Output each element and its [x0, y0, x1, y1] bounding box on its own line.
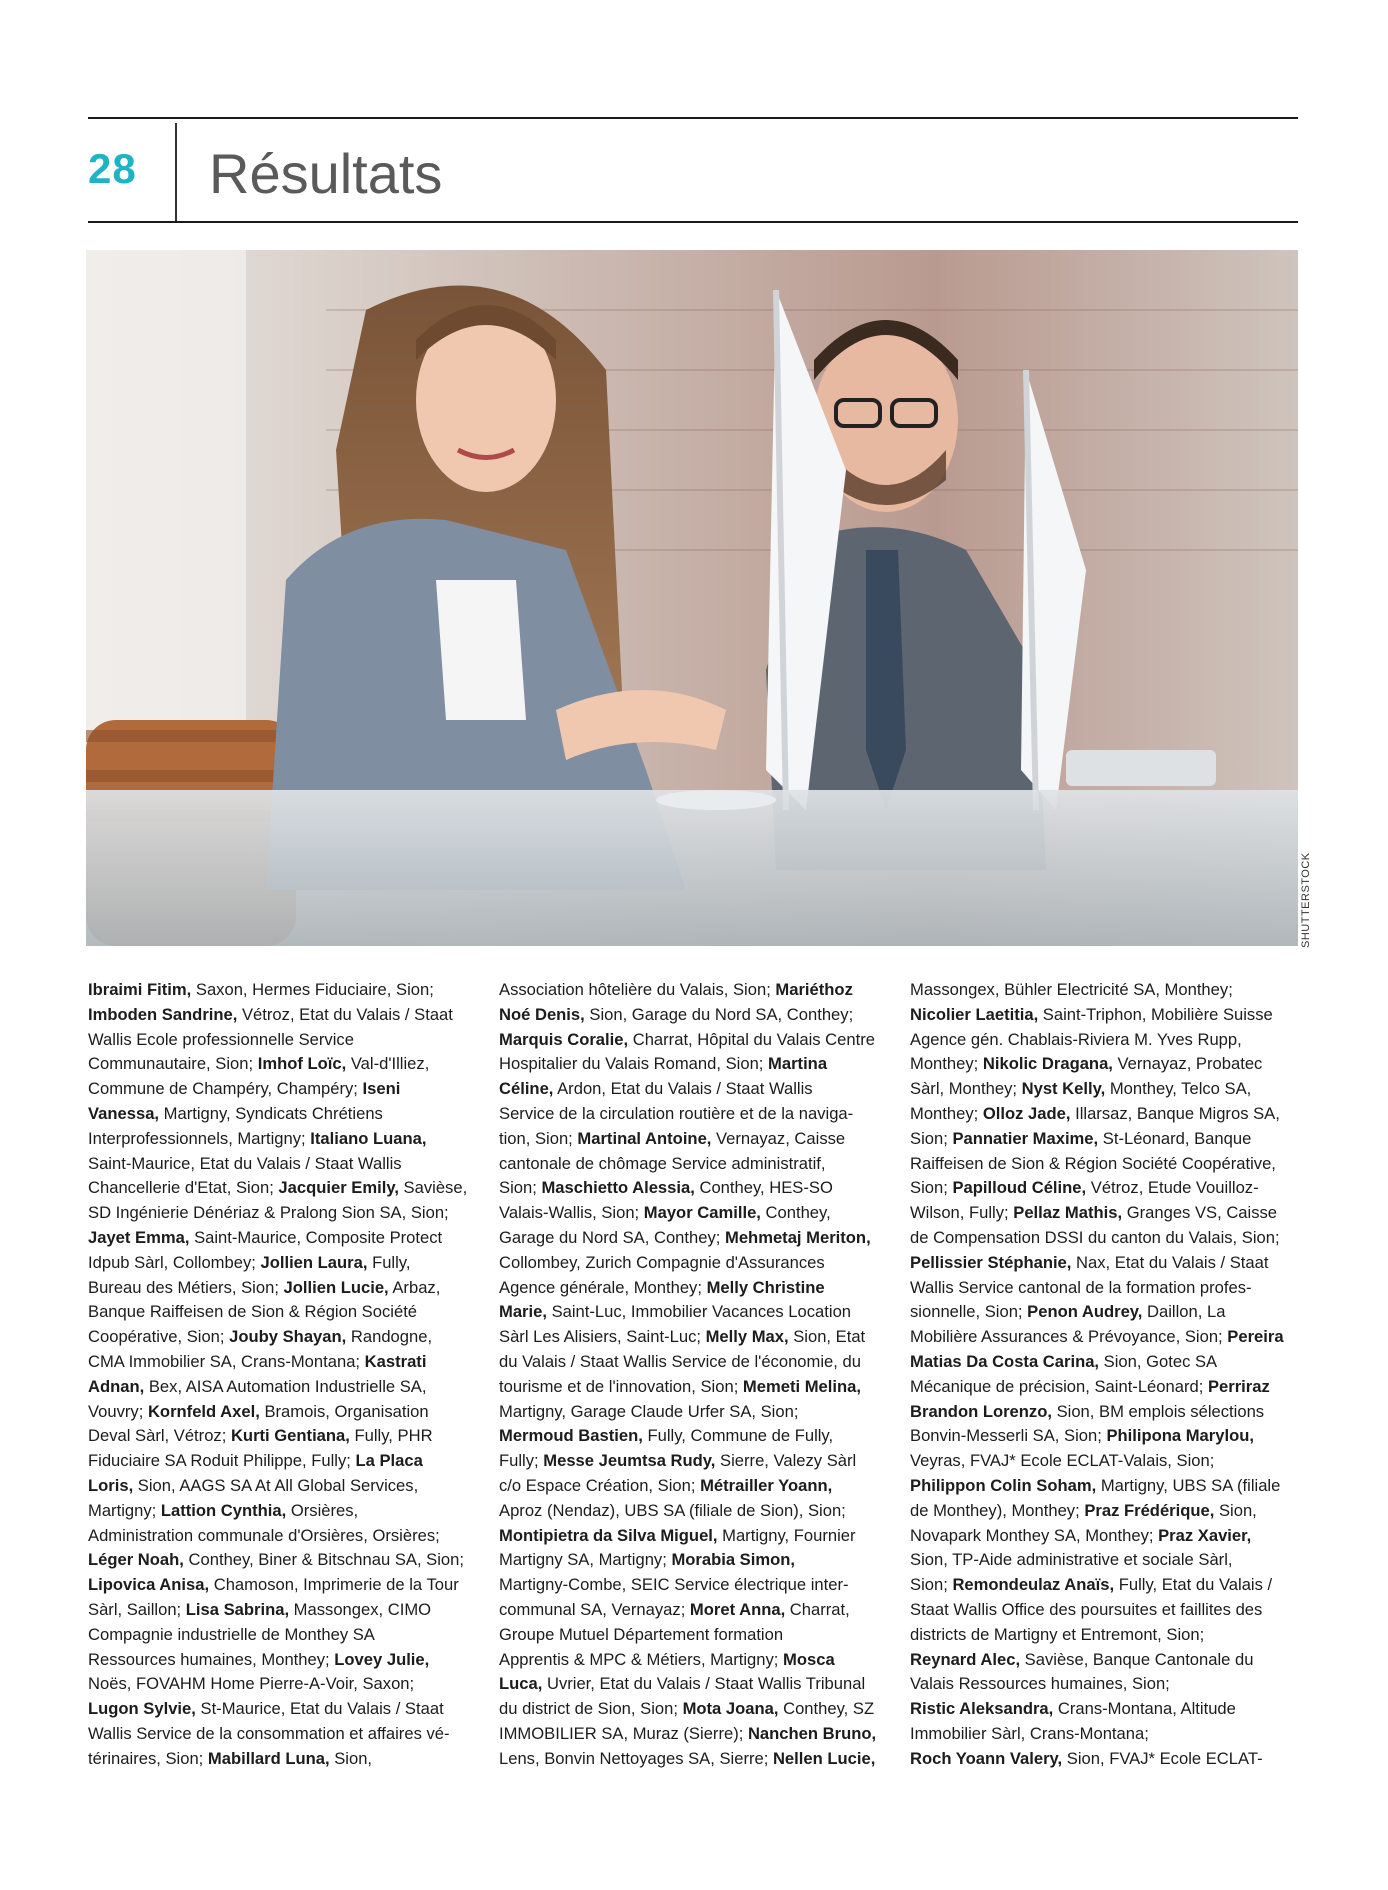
- text-column-2: [499, 978, 887, 1772]
- text-line: [910, 1350, 1298, 1375]
- person-name: Mermoud Bastien,: [499, 1426, 643, 1446]
- entry-text: Sion;: [910, 1128, 953, 1148]
- person-name: Jollien Laura,: [260, 1252, 368, 1272]
- entry-text: Monthey;: [910, 1103, 983, 1123]
- text-line: [499, 1152, 887, 1177]
- entry-text: Martigny, Syndicats Chrétiens: [159, 1103, 383, 1123]
- entry-text: Illarsaz, Banque Migros SA,: [1070, 1103, 1280, 1123]
- entry-text: Daillon, La: [1142, 1302, 1226, 1322]
- entry-text: Sion, BM emplois sélections: [1051, 1401, 1265, 1421]
- person-name: Luca,: [499, 1674, 543, 1694]
- person-name: Brandon Lorenzo,: [910, 1401, 1052, 1421]
- entry-text: Ressources humaines, Monthey;: [88, 1649, 335, 1669]
- text-line: [88, 1474, 476, 1499]
- entry-text: Saxon, Hermes Fiduciaire, Sion;: [191, 980, 434, 999]
- text-line: [88, 1573, 476, 1598]
- person-name: Céline,: [499, 1079, 554, 1099]
- text-line: [88, 1400, 476, 1425]
- person-name: Remondeulaz Anaïs,: [952, 1575, 1115, 1595]
- results-list: [88, 978, 1298, 1768]
- person-name: Nanchen Bruno,: [747, 1723, 877, 1743]
- person-name: Mota Joana,: [682, 1699, 779, 1719]
- entry-text: Martigny, Garage Claude Urfer SA, Sion;: [499, 1401, 799, 1421]
- entry-text: Sion,: [329, 1748, 373, 1768]
- person-name: Jollien Lucie,: [283, 1277, 389, 1297]
- text-line: [499, 1003, 887, 1028]
- text-line: [499, 1077, 887, 1102]
- text-line: [88, 1598, 476, 1623]
- entry-text: Apprentis & MPC & Métiers, Martigny;: [499, 1649, 784, 1669]
- text-line: [499, 1127, 887, 1152]
- entry-text: Fully, PHR: [349, 1426, 433, 1446]
- text-line: [499, 1201, 887, 1226]
- entry-text: Collombey, Zurich Compagnie d'Assurances: [499, 1252, 825, 1272]
- entry-text: Staat Wallis Office des poursuites et faillites des: [910, 1599, 1263, 1619]
- entry-text: Conthey,: [760, 1203, 831, 1223]
- entry-text: Banque Raiffeisen de Sion & Région Société: [88, 1302, 418, 1322]
- entry-text: Sàrl Les Alisiers, Saint-Luc;: [499, 1327, 706, 1347]
- text-column-1: [88, 978, 476, 1772]
- person-name: Kastrati: [364, 1351, 427, 1371]
- person-name: Kornfeld Axel,: [147, 1401, 260, 1421]
- entry-text: Conthey, Biner & Bitschnau SA, Sion;: [183, 1550, 464, 1570]
- entry-text: Charrat, Hôpital du Valais Centre: [628, 1029, 875, 1049]
- text-line: [910, 1276, 1298, 1301]
- person-name: Melly Christine: [706, 1277, 825, 1297]
- entry-text: Hospitalier du Valais Romand, Sion;: [499, 1054, 769, 1074]
- text-line: [910, 1672, 1298, 1697]
- entry-text: SD Ingénierie Dénériaz & Pralong Sion SA, Sion;: [88, 1203, 449, 1223]
- text-line: [910, 1052, 1298, 1077]
- text-line: [910, 1598, 1298, 1623]
- text-line: [910, 1524, 1298, 1549]
- text-line: [88, 1623, 476, 1648]
- entry-text: de Compensation DSSI du canton du Valais, Sion;: [910, 1227, 1280, 1247]
- entry-text: Association hôtelière du Valais, Sion;: [499, 980, 776, 999]
- header-bottom-rule: [88, 221, 1298, 223]
- person-name: Loris,: [88, 1475, 134, 1495]
- text-line: [499, 1226, 887, 1251]
- text-line: [88, 1499, 476, 1524]
- text-line: [88, 1648, 476, 1673]
- text-line: [499, 1499, 887, 1524]
- text-line: [910, 1375, 1298, 1400]
- text-line: [88, 1226, 476, 1251]
- entry-text: Conthey, SZ: [778, 1699, 875, 1719]
- text-line: [499, 1573, 887, 1598]
- office-photo: [86, 250, 1298, 946]
- text-line: [499, 1524, 887, 1549]
- text-line: [910, 1251, 1298, 1276]
- text-line: [499, 1598, 887, 1623]
- entry-text: Sàrl, Saillon;: [88, 1599, 186, 1619]
- entry-text: Sierre, Valezy Sàrl: [715, 1451, 857, 1471]
- person-name: Praz Frédérique,: [1084, 1500, 1215, 1520]
- entry-text: Sion;: [499, 1178, 542, 1198]
- text-line: [499, 1548, 887, 1573]
- entry-text: Sion;: [910, 1575, 953, 1595]
- text-line: [88, 1102, 476, 1127]
- text-line: [88, 1747, 476, 1772]
- entry-text: Administration communale d'Orsières, Orsières;: [88, 1525, 440, 1545]
- text-line: [910, 1400, 1298, 1425]
- person-name: Martinal Antoine,: [577, 1128, 712, 1148]
- person-name: La Placa: [355, 1451, 423, 1471]
- person-name: Messe Jeumtsa Rudy,: [543, 1451, 716, 1471]
- entry-text: Monthey, Telco SA,: [1105, 1079, 1252, 1099]
- person-name: Mehmetaj Meriton,: [725, 1227, 871, 1247]
- text-line: [910, 1747, 1298, 1772]
- text-line: [910, 1722, 1298, 1747]
- person-name: Jouby Shayan,: [229, 1327, 347, 1347]
- person-name: Marie,: [499, 1302, 547, 1322]
- entry-text: Valais-Wallis, Sion;: [499, 1203, 644, 1223]
- entry-text: Conthey, HES-SO: [694, 1178, 833, 1198]
- person-name: Moret Anna,: [689, 1599, 786, 1619]
- text-line: [499, 1028, 887, 1053]
- entry-text: Orsières,: [286, 1500, 359, 1520]
- entry-text: Arbaz,: [388, 1277, 441, 1297]
- text-line: [910, 1077, 1298, 1102]
- entry-text: Vétroz, Etude Vouilloz-: [1086, 1178, 1259, 1198]
- text-line: [88, 1722, 476, 1747]
- entry-text: Massongex, Bühler Electricité SA, Monthey;: [910, 980, 1233, 999]
- person-name: Penon Audrey,: [1027, 1302, 1143, 1322]
- text-line: [499, 1623, 887, 1648]
- text-line: [499, 1648, 887, 1673]
- entry-text: Sion, AAGS SA At All Global Services,: [133, 1475, 419, 1495]
- entry-text: Fully, Etat du Valais /: [1114, 1575, 1273, 1595]
- text-line: [88, 1077, 476, 1102]
- text-line: [910, 1548, 1298, 1573]
- text-line: [499, 1747, 887, 1772]
- text-line: [499, 1400, 887, 1425]
- text-line: [499, 1424, 887, 1449]
- entry-text: CMA Immobilier SA, Crans-Montana;: [88, 1351, 365, 1371]
- entry-text: Coopérative, Sion;: [88, 1327, 230, 1347]
- text-line: [910, 1623, 1298, 1648]
- entry-text: Vernayaz, Caisse: [711, 1128, 846, 1148]
- entry-text: Deval Sàrl, Vétroz;: [88, 1426, 231, 1446]
- person-name: Pellissier Stéphanie,: [910, 1252, 1072, 1272]
- text-line: [910, 1325, 1298, 1350]
- person-name: Ibraimi Fitim,: [88, 980, 192, 999]
- text-line: [88, 1548, 476, 1573]
- person-name: Mosca: [783, 1649, 835, 1669]
- entry-text: Novapark Monthey SA, Monthey;: [910, 1525, 1159, 1545]
- entry-text: Saint-Maurice, Etat du Valais / Staat Wallis: [88, 1153, 402, 1173]
- person-name: Montipietra da Silva Miguel,: [499, 1525, 718, 1545]
- person-name: Lovey Julie,: [334, 1649, 430, 1669]
- person-name: Jacquier Emily,: [278, 1178, 399, 1198]
- entry-text: IMMOBILIER SA, Muraz (Sierre);: [499, 1723, 748, 1743]
- entry-text: Fully, Commune de Fully,: [642, 1426, 834, 1446]
- person-name: Lipovica Anisa,: [88, 1575, 210, 1595]
- text-line: [910, 1028, 1298, 1053]
- entry-text: Uvrier, Etat du Valais / Staat Wallis Tribunal: [542, 1674, 866, 1694]
- entry-text: Sion, Etat: [788, 1327, 866, 1347]
- entry-text: de Monthey), Monthey;: [910, 1500, 1085, 1520]
- entry-text: tourisme et de l'innovation, Sion;: [499, 1376, 743, 1396]
- text-line: [499, 1325, 887, 1350]
- entry-text: communal SA, Vernayaz;: [499, 1599, 690, 1619]
- text-line: [910, 1003, 1298, 1028]
- text-line: [88, 1201, 476, 1226]
- entry-text: St-Léonard, Banque: [1098, 1128, 1252, 1148]
- entry-text: Mobilière Assurances & Prévoyance, Sion;: [910, 1327, 1228, 1347]
- text-line: [88, 1276, 476, 1301]
- entry-text: Chancellerie d'Etat, Sion;: [88, 1178, 279, 1198]
- person-name: Noé Denis,: [499, 1004, 585, 1024]
- entry-text: Agence gén. Chablais-Riviera M. Yves Rupp,: [910, 1029, 1242, 1049]
- person-name: Roch Yoann Valery,: [910, 1748, 1063, 1768]
- person-name: Mabillard Luna,: [207, 1748, 330, 1768]
- text-line: [88, 1251, 476, 1276]
- person-name: Morabia Simon,: [671, 1550, 795, 1570]
- entry-text: Lens, Bonvin Nettoyages SA, Sierre;: [499, 1748, 773, 1768]
- entry-text: Bureau des Métiers, Sion;: [88, 1277, 284, 1297]
- entry-text: Chamoson, Imprimerie de la Tour: [209, 1575, 459, 1595]
- entry-text: Sion, FVAJ* Ecole ECLAT-: [1062, 1748, 1263, 1768]
- entry-text: Nax, Etat du Valais / Staat: [1071, 1252, 1269, 1272]
- person-name: Imboden Sandrine,: [88, 1004, 238, 1024]
- person-name: Lisa Sabrina,: [185, 1599, 290, 1619]
- person-name: Nikolic Dragana,: [982, 1054, 1113, 1074]
- entry-text: sionnelle, Sion;: [910, 1302, 1028, 1322]
- entry-text: Monthey;: [910, 1054, 983, 1074]
- person-name: Marquis Coralie,: [499, 1029, 629, 1049]
- person-name: Perriraz: [1207, 1376, 1270, 1396]
- entry-text: Savièse,: [398, 1178, 468, 1198]
- entry-text: Crans-Montana, Altitude: [1053, 1699, 1236, 1719]
- text-line: [910, 1176, 1298, 1201]
- person-name: Nicolier Laetitia,: [910, 1004, 1039, 1024]
- entry-text: Fully;: [499, 1451, 544, 1471]
- text-line: [910, 1201, 1298, 1226]
- person-name: Vanessa,: [88, 1103, 160, 1123]
- text-line: [910, 1648, 1298, 1673]
- entry-text: Massongex, CIMO: [289, 1599, 432, 1619]
- text-line: [88, 1127, 476, 1152]
- text-line: [910, 1226, 1298, 1251]
- person-name: Praz Xavier,: [1158, 1525, 1252, 1545]
- text-line: [88, 1300, 476, 1325]
- entry-text: Sion, Gotec SA: [1099, 1351, 1218, 1371]
- text-line: [88, 1524, 476, 1549]
- person-name: Mayor Camille,: [643, 1203, 761, 1223]
- text-line: [88, 1449, 476, 1474]
- text-line: [88, 978, 476, 1003]
- text-line: [910, 1449, 1298, 1474]
- entry-text: tion, Sion;: [499, 1128, 578, 1148]
- entry-text: Fully,: [367, 1252, 411, 1272]
- entry-text: Vernayaz, Probatec: [1112, 1054, 1263, 1074]
- entry-text: Groupe Mutuel Département formation: [499, 1624, 784, 1644]
- text-line: [499, 1672, 887, 1697]
- text-line: [88, 1052, 476, 1077]
- entry-text: du district de Sion, Sion;: [499, 1699, 683, 1719]
- header-top-rule: [88, 117, 1298, 119]
- entry-text: Sion,: [1214, 1500, 1257, 1520]
- entry-text: térinaires, Sion;: [88, 1748, 208, 1768]
- person-name: Pereira: [1227, 1327, 1284, 1347]
- person-name: Mariéthoz: [775, 980, 853, 999]
- entry-text: Wilson, Fully;: [910, 1203, 1014, 1223]
- entry-text: Garage du Nord SA, Conthey;: [499, 1227, 725, 1247]
- person-name: Lattion Cynthia,: [160, 1500, 287, 1520]
- entry-text: Noës, FOVAHM Home Pierre-A-Voir, Saxon;: [88, 1674, 415, 1694]
- person-name: Pannatier Maxime,: [952, 1128, 1099, 1148]
- text-line: [499, 978, 887, 1003]
- text-line: [88, 1350, 476, 1375]
- person-name: Philippon Colin Soham,: [910, 1475, 1097, 1495]
- text-line: [499, 1276, 887, 1301]
- person-name: Iseni: [362, 1079, 401, 1099]
- person-name: Métrailler Yoann,: [700, 1475, 833, 1495]
- person-name: Melly Max,: [705, 1327, 789, 1347]
- person-name: Kurti Gentiana,: [230, 1426, 350, 1446]
- person-name: Memeti Melina,: [742, 1376, 861, 1396]
- entry-text: du Valais / Staat Wallis Service de l'économie, du: [499, 1351, 861, 1371]
- text-line: [499, 1251, 887, 1276]
- entry-text: Val-d'Illiez,: [346, 1054, 430, 1074]
- entry-text: Idpub Sàrl, Collombey;: [88, 1252, 261, 1272]
- entry-text: Martigny;: [88, 1500, 161, 1520]
- entry-text: Martigny, UBS SA (filiale: [1096, 1475, 1281, 1495]
- person-name: Olloz Jade,: [982, 1103, 1071, 1123]
- entry-text: Aproz (Nendaz), UBS SA (filiale de Sion), Sion;: [499, 1500, 846, 1520]
- entry-text: districts de Martigny et Entremont, Sion;: [910, 1624, 1205, 1644]
- entry-text: c/o Espace Création, Sion;: [499, 1475, 701, 1495]
- text-line: [88, 1003, 476, 1028]
- text-line: [499, 1697, 887, 1722]
- text-line: [499, 1102, 887, 1127]
- entry-text: Agence générale, Monthey;: [499, 1277, 707, 1297]
- person-name: Reynard Alec,: [910, 1649, 1021, 1669]
- photo-credit: SHUTTERSTOCK: [1300, 852, 1312, 948]
- entry-text: Service de la circulation routière et de la naviga-: [499, 1103, 854, 1123]
- text-line: [499, 1176, 887, 1201]
- person-name: Nellen Lucie,: [772, 1748, 876, 1768]
- entry-text: Immobilier Sàrl, Crans-Montana;: [910, 1723, 1149, 1743]
- text-line: [88, 1697, 476, 1722]
- page-number: 28: [88, 145, 137, 192]
- entry-text: Compagnie industrielle de Monthey SA: [88, 1624, 375, 1644]
- text-line: [88, 1424, 476, 1449]
- text-line: [910, 1573, 1298, 1598]
- text-line: [910, 1300, 1298, 1325]
- text-line: [910, 1424, 1298, 1449]
- entry-text: Saint-Maurice, Composite Protect: [189, 1227, 443, 1247]
- entry-text: Charrat,: [785, 1599, 850, 1619]
- text-column-3: [910, 978, 1298, 1772]
- entry-text: Fiduciaire SA Roduit Philippe, Fully;: [88, 1451, 356, 1471]
- person-name: Pellaz Mathis,: [1013, 1203, 1123, 1223]
- entry-text: Communautaire, Sion;: [88, 1054, 258, 1074]
- person-name: Imhof Loïc,: [257, 1054, 347, 1074]
- person-name: Jayet Emma,: [88, 1227, 190, 1247]
- text-line: [910, 1474, 1298, 1499]
- person-name: Philipona Marylou,: [1106, 1426, 1254, 1446]
- text-line: [499, 1449, 887, 1474]
- entry-text: Sàrl, Monthey;: [910, 1079, 1022, 1099]
- text-line: [499, 1350, 887, 1375]
- text-line: [88, 1152, 476, 1177]
- person-name: Matias Da Costa Carina,: [910, 1351, 1100, 1371]
- entry-text: Granges VS, Caisse: [1122, 1203, 1278, 1223]
- entry-text: Sion;: [910, 1178, 953, 1198]
- text-line: [88, 1375, 476, 1400]
- entry-text: Saint-Triphon, Mobilière Suisse: [1038, 1004, 1273, 1024]
- text-line: [499, 1375, 887, 1400]
- entry-text: cantonale de chômage Service administratif,: [499, 1153, 826, 1173]
- person-name: Ristic Aleksandra,: [910, 1699, 1054, 1719]
- header-separator: [175, 123, 177, 221]
- entry-text: Vétroz, Etat du Valais / Staat: [237, 1004, 453, 1024]
- entry-text: Martigny, Fournier: [717, 1525, 856, 1545]
- entry-text: Vouvry;: [88, 1401, 148, 1421]
- person-name: Papilloud Céline,: [952, 1178, 1087, 1198]
- entry-text: St-Maurice, Etat du Valais / Staat: [195, 1699, 444, 1719]
- entry-text: Interprofessionnels, Martigny;: [88, 1128, 311, 1148]
- text-line: [499, 1052, 887, 1077]
- text-line: [88, 1672, 476, 1697]
- page-title: Résultats: [209, 142, 443, 205]
- person-name: Léger Noah,: [88, 1550, 184, 1570]
- person-name: Martina: [768, 1054, 828, 1074]
- text-line: [499, 1722, 887, 1747]
- entry-text: Bex, AISA Automation Industrielle SA,: [144, 1376, 427, 1396]
- entry-text: Raiffeisen de Sion & Région Société Coopérative,: [910, 1153, 1276, 1173]
- text-line: [910, 978, 1298, 1003]
- entry-text: Bonvin-Messerli SA, Sion;: [910, 1426, 1107, 1446]
- entry-text: Saint-Luc, Immobilier Vacances Location: [546, 1302, 852, 1322]
- entry-text: Ardon, Etat du Valais / Staat Wallis: [553, 1079, 813, 1099]
- person-name: Nyst Kelly,: [1021, 1079, 1106, 1099]
- entry-text: Sion, TP-Aide administrative et sociale Sàrl,: [910, 1550, 1233, 1570]
- text-line: [499, 1474, 887, 1499]
- text-line: [910, 1499, 1298, 1524]
- entry-text: Mécanique de précision, Saint-Léonard;: [910, 1376, 1208, 1396]
- text-line: [910, 1127, 1298, 1152]
- entry-text: Wallis Service de la consommation et affaires vé-: [88, 1723, 450, 1743]
- entry-text: Veyras, FVAJ* Ecole ECLAT-Valais, Sion;: [910, 1451, 1215, 1471]
- person-name: Lugon Sylvie,: [88, 1699, 196, 1719]
- entry-text: Sion, Garage du Nord SA, Conthey;: [584, 1004, 854, 1024]
- entry-text: Wallis Service cantonal de la formation profes-: [910, 1277, 1252, 1297]
- entry-text: Savièse, Banque Cantonale du: [1020, 1649, 1254, 1669]
- text-line: [88, 1325, 476, 1350]
- person-name: Italiano Luana,: [310, 1128, 427, 1148]
- entry-text: Martigny-Combe, SEIC Service électrique inter-: [499, 1575, 849, 1595]
- entry-text: Bramois, Organisation: [259, 1401, 429, 1421]
- text-line: [88, 1028, 476, 1053]
- text-line: [910, 1102, 1298, 1127]
- text-line: [88, 1176, 476, 1201]
- person-name: Maschietto Alessia,: [541, 1178, 695, 1198]
- entry-text: Valais Ressources humaines, Sion;: [910, 1674, 1170, 1694]
- person-name: Adnan,: [88, 1376, 145, 1396]
- entry-text: Commune de Champéry, Champéry;: [88, 1079, 363, 1099]
- text-line: [499, 1300, 887, 1325]
- text-line: [910, 1697, 1298, 1722]
- text-line: [910, 1152, 1298, 1177]
- entry-text: Wallis Ecole professionnelle Service: [88, 1029, 354, 1049]
- entry-text: Randogne,: [346, 1327, 433, 1347]
- entry-text: Martigny SA, Martigny;: [499, 1550, 672, 1570]
